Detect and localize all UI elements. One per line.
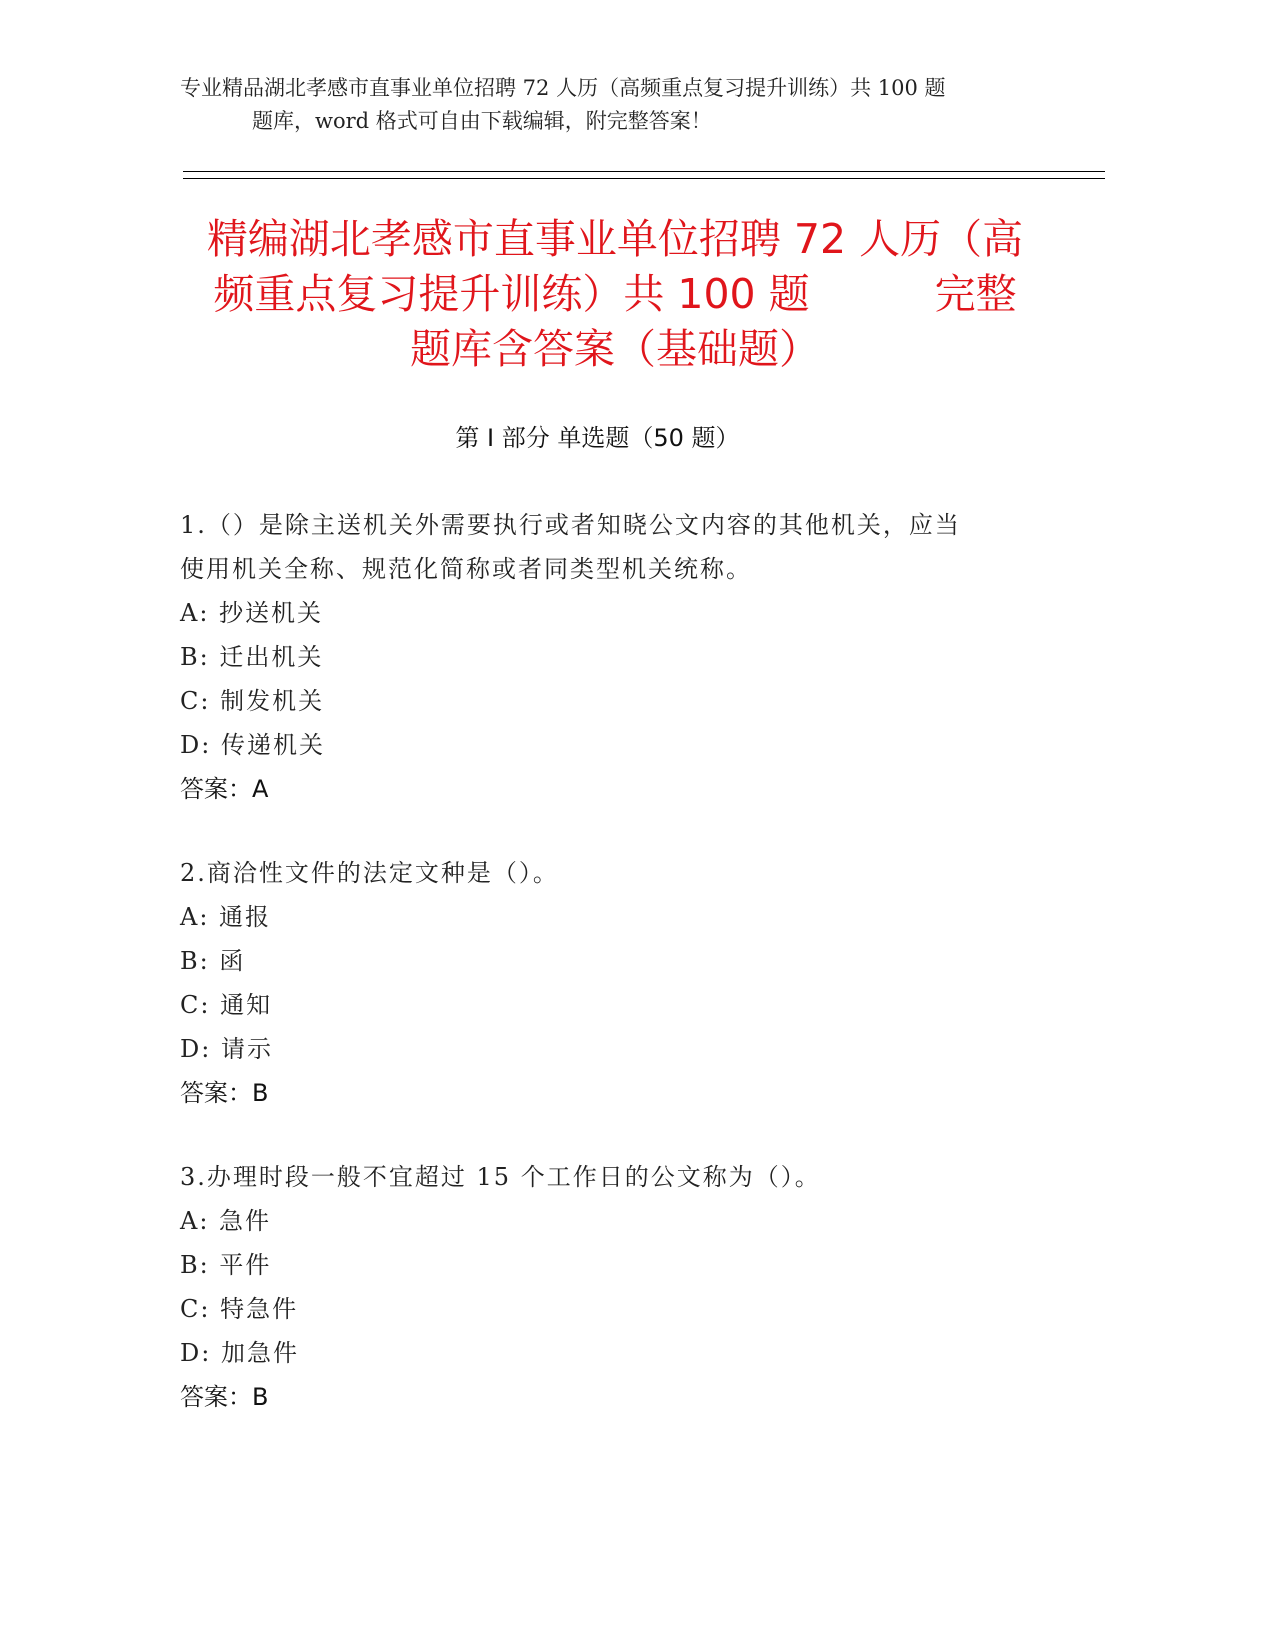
option-c: C: 特急件 (180, 1295, 299, 1323)
answer: 答案：A (180, 775, 269, 803)
option-d: D: 请示 (180, 1035, 273, 1063)
question-stem-line-1: 3.办理时段一般不宜超过 15 个工作日的公文称为（）。 (180, 1163, 821, 1191)
option-a: A: 抄送机关 (180, 599, 324, 627)
answer: 答案：B (180, 1383, 269, 1411)
question-stem-line-2: 使用机关全称、规范化简称或者同类型机关统称。 (180, 555, 752, 583)
question-3 (180, 1155, 1050, 1419)
title-line-2 (180, 267, 1050, 322)
title-line-1: 精编湖北孝感市直事业单位招聘 72 人历（高 (206, 215, 1024, 263)
header-rule-top (183, 171, 1105, 172)
option-b: B: 迁出机关 (180, 643, 324, 671)
option-b: B: 函 (180, 947, 246, 975)
title-line-2a: 频重点复习提升训练）共 100 题 (213, 270, 810, 318)
section-heading: 第 I 部分 单选题（50 题） (455, 424, 740, 452)
option-d: D: 传递机关 (180, 731, 325, 759)
title-line-3: 题库含答案（基础题） (410, 325, 820, 373)
option-b: B: 平件 (180, 1251, 272, 1279)
header-line-2: 题库，word 格式可自由下载编辑，附完整答案！ (252, 109, 712, 133)
answer: 答案：B (180, 1079, 269, 1107)
title-line-2b: 完整 (934, 270, 1017, 318)
question-stem-line-1: 1.（）是除主送机关外需要执行或者知晓公文内容的其他机关，应当 (180, 511, 961, 539)
option-c: C: 制发机关 (180, 687, 325, 715)
option-d: D: 加急件 (180, 1339, 299, 1367)
document-title (180, 212, 1050, 377)
question-1 (180, 503, 1050, 811)
option-a: A: 急件 (180, 1207, 272, 1235)
question-2 (180, 851, 1050, 1115)
option-c: C: 通知 (180, 991, 273, 1019)
page-header (180, 72, 1040, 138)
header-line-1: 专业精品湖北孝感市直事业单位招聘 72 人历（高频重点复习提升训练）共 100 题 (180, 76, 946, 100)
question-stem-line-1: 2.商洽性文件的法定文种是（）。 (180, 859, 559, 887)
header-rule-bottom (183, 178, 1105, 179)
option-a: A: 通报 (180, 903, 272, 931)
